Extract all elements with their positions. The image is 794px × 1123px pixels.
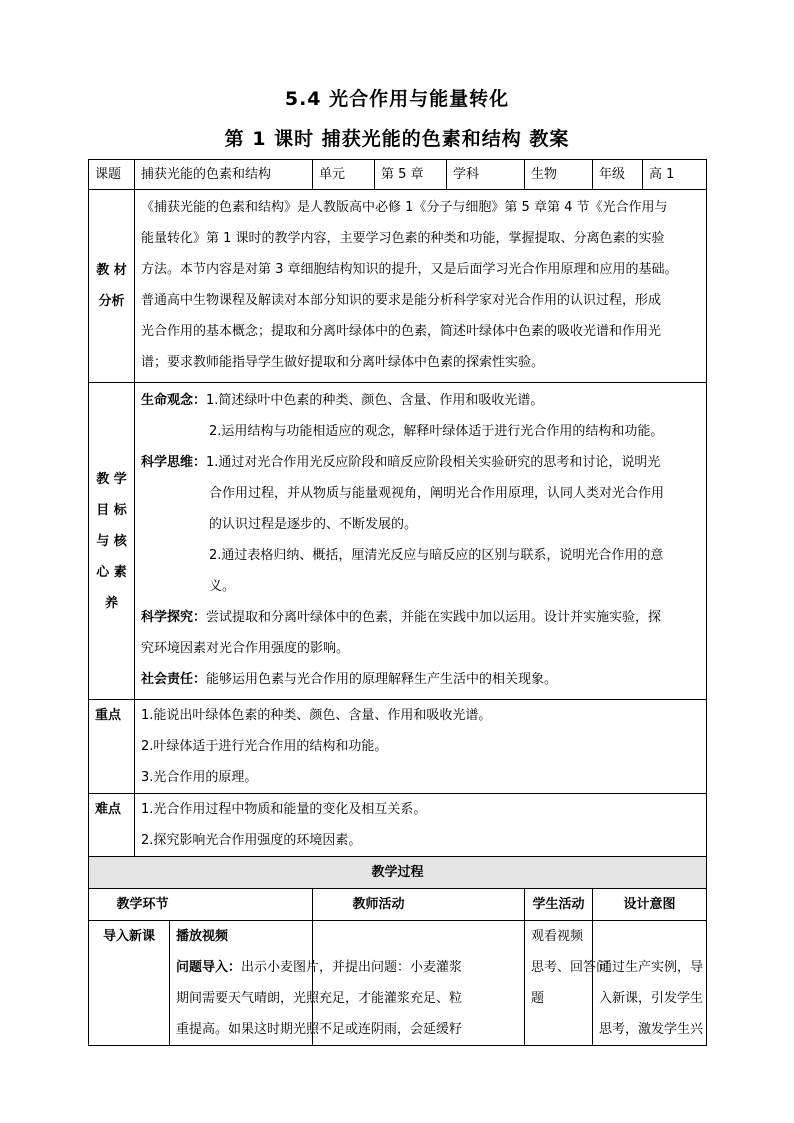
lesson-plan-table [88, 159, 707, 1046]
analysis-line: 普通高中生物课程及解读对本部分知识的要求是能分析科学家对光合作用的认识过程，形成 [141, 293, 662, 308]
unit-label: 单元 [313, 160, 375, 190]
life-concept-2: 2.运用结构与功能相适应的观念，解释叶绿体适于进行光合作用的结构和功能。 [209, 424, 664, 439]
header-row [89, 160, 707, 190]
intent-c: 思考，激发学生兴 [599, 1022, 704, 1037]
process-header-row [89, 889, 707, 921]
process-band-row [89, 857, 707, 889]
teacher-head: 播放视频 [176, 929, 229, 944]
analysis-line: 方法。本节内容是对第 3 章细胞结构知识的提升，又是后面学习光合作用原理和应用的基础。 [141, 262, 678, 277]
analysis-text [135, 190, 707, 383]
grade-value: 高 1 [643, 160, 707, 190]
sci-thinking-1b: 合作用过程，并从物质与能量观视角，阐明光合作用原理，认同人类对光合作用 [209, 486, 665, 501]
process-row [89, 921, 707, 1046]
key-points-row [89, 700, 707, 794]
grade-label: 年级 [593, 160, 643, 190]
difficulties-row [89, 794, 707, 857]
difficulty-item: 1.光合作用过程中物质和能量的变化及相互关系。 [141, 802, 427, 817]
student-c: 题 [531, 991, 545, 1006]
student-cell [525, 921, 610, 1046]
topic-label: 课题 [89, 160, 135, 190]
sci-thinking-2a: 2.通过表格归纳、概括，厘清光反应与暗反应的区别与联系，说明光合作用的意 [209, 548, 664, 563]
analysis-label-a: 教 材 [96, 263, 127, 278]
sci-thinking-2b: 义。 [209, 579, 236, 594]
objectives-label-char: 心 素 [96, 564, 127, 580]
difficulties-text [135, 794, 707, 857]
key-points-text [135, 700, 707, 794]
analysis-line: 光合作用的基本概念；提取和分离叶绿体中的色素，简述叶绿体中色素的吸收光谱和作用光 [141, 324, 662, 339]
sci-thinking-label: 科学思维： [141, 455, 207, 470]
topic-value: 捕获光能的色素和结构 [135, 160, 313, 190]
inquiry-line [141, 602, 700, 633]
key-points-label: 重点 [89, 700, 135, 794]
inquiry-b: 究环境因素对光合作用强度的影响。 [141, 641, 350, 656]
objectives-label-char: 与 核 [96, 533, 127, 549]
col-intent: 设计意图 [593, 889, 707, 921]
col-teacher: 教师活动 [313, 889, 525, 921]
key-point-item: 3.光合作用的原理。 [141, 770, 258, 785]
social-label: 社会责任： [141, 672, 207, 687]
difficulty-item: 2.探究影响光合作用强度的环境因素。 [141, 833, 362, 848]
teacher-q-a [176, 952, 486, 983]
social-text: 能够运用色素与光合作用的原理解释生产生活中的相关现象。 [206, 672, 558, 687]
analysis-row [89, 190, 707, 383]
teacher-q-label: 问题导入： [176, 960, 242, 975]
teacher-q-c: 重提高。如果这时期光照不足或连阴雨，会延缓籽 [176, 1022, 463, 1037]
analysis-label [89, 190, 135, 383]
objectives-label [89, 383, 135, 700]
key-point-item: 2.叶绿体适于进行光合作用的结构和功能。 [141, 739, 388, 754]
analysis-line: 谱；要求教师能指导学生做好提取和分离叶绿体中色素的探索性实验。 [141, 355, 545, 370]
subject-label: 学科 [447, 160, 525, 190]
col-stage: 教学环节 [89, 889, 313, 921]
inquiry-a: 尝试提取和分离叶绿体中的色素，并能在实践中加以运用。设计并实施实验，探 [206, 610, 662, 625]
unit-value: 第 5 章 [375, 160, 447, 190]
social-line [141, 664, 700, 695]
student-b: 思考、回答问 [531, 960, 610, 975]
document-subtitle: 第 1 课时 捕获光能的色素和结构 教案 [224, 128, 570, 150]
intent-a: 通过生产实例，导 [599, 960, 704, 975]
sci-thinking-1a: 1.通过对光合作用光反应阶段和暗反应阶段相关实验研究的思考和讨论，说明光 [206, 455, 661, 470]
student-a: 观看视频 [531, 929, 584, 944]
teacher-activity [169, 921, 486, 1045]
sci-thinking-1c: 的认识过程是逐步的、不断发展的。 [209, 517, 418, 532]
life-concept-1: 1.简述绿叶中色素的种类、颜色、含量、作用和吸收光谱。 [206, 393, 544, 408]
life-concept-label: 生命观念： [141, 393, 207, 408]
objectives-row [89, 383, 707, 700]
analysis-line: 能量转化》第 1 课时的教学内容，主要学习色素的种类和功能，掌握提取、分离色素的实验 [141, 231, 665, 246]
life-concept-line [141, 385, 700, 416]
inquiry-label: 科学探究： [141, 610, 207, 625]
objectives-label-char: 养 [104, 595, 118, 611]
document-title: 5.4 光合作用与能量转化 [284, 88, 510, 110]
intent-cell [593, 921, 707, 1046]
objectives-text [135, 383, 707, 700]
analysis-line: 《捕获光能的色素和结构》是人教版高中必修 1《分子与细胞》第 5 章第 4 节《光合作用与 [141, 200, 668, 215]
difficulties-label: 难点 [89, 794, 135, 857]
col-student: 学生活动 [525, 889, 593, 921]
process-band: 教学过程 [89, 857, 707, 889]
teacher-cell [176, 921, 525, 1046]
sci-thinking-line [141, 447, 700, 478]
analysis-label-b: 分析 [98, 294, 125, 309]
key-point-item: 1.能说出叶绿体色素的种类、颜色、含量、作用和吸收光谱。 [141, 708, 492, 723]
objectives-label-char: 目 标 [96, 502, 127, 518]
subject-value: 生物 [525, 160, 593, 190]
objectives-label-char: 教 学 [96, 471, 127, 487]
intent-b: 入新课，引发学生 [599, 991, 704, 1006]
teacher-q-a-text: 出示小麦图片，并提出问题：小麦灌浆 [241, 960, 463, 975]
stage-label: 导入新课 [102, 929, 155, 944]
teacher-q-b: 期间需要天气晴朗，光照充足，才能灌浆充足、粒 [176, 991, 463, 1006]
